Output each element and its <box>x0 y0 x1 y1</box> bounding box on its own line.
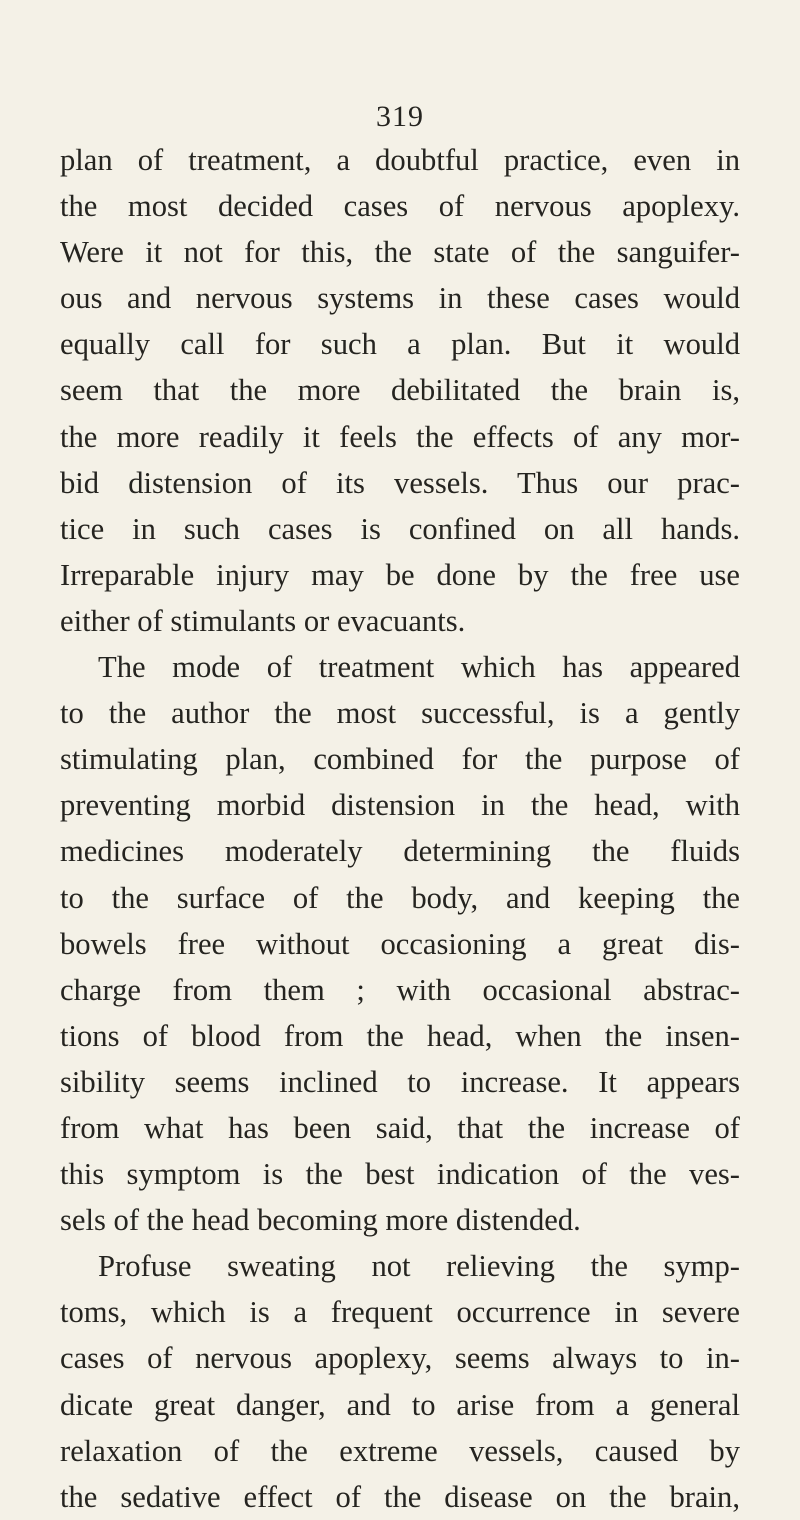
text-line: toms, which is a frequent occurrence in severe <box>60 1295 740 1330</box>
text-line: ous and nervous systems in these cases would <box>60 281 740 316</box>
text-line: bid distension of its vessels. Thus our prac- <box>60 465 740 500</box>
page-number: 319 <box>376 100 424 133</box>
text-line: charge from them ; with occasional abstrac- <box>60 972 740 1007</box>
text-line: to the author the most successful, is a gently <box>60 696 740 731</box>
text-line: the most decided cases of nervous apoplexy. <box>60 189 740 224</box>
text-line: equally call for such a plan. But it would <box>60 327 740 362</box>
text-line: the sedative effect of the disease on the brain, <box>60 1479 740 1514</box>
text-line: the more readily it feels the effects of any mor- <box>60 419 740 454</box>
text-line: stimulating plan, combined for the purpose of <box>60 742 740 777</box>
text-line: either of stimulants or evacuants. <box>60 603 466 638</box>
text-line: Were it not for this, the state of the sanguifer- <box>60 235 740 270</box>
text-line: seem that the more debilitated the brain is, <box>60 373 740 408</box>
text-line: sels of the head becoming more distended. <box>60 1203 581 1238</box>
text-line: to the surface of the body, and keeping the <box>60 880 740 915</box>
text-line: Irreparable injury may be done by the free use <box>60 557 740 592</box>
text-line: bowels free without occasioning a great dis- <box>60 926 740 961</box>
body-text <box>60 137 740 1520</box>
text-line: this symptom is the best indication of the ves- <box>60 1157 740 1192</box>
text-line: cases of nervous apoplexy, seems always to in- <box>60 1341 740 1376</box>
text-line: relaxation of the extreme vessels, caused by <box>60 1433 740 1468</box>
text-line: preventing morbid distension in the head, with <box>60 788 740 823</box>
text-line: medicines moderately determining the fluids <box>60 834 740 869</box>
text-line: plan of treatment, a doubtful practice, even in <box>60 143 740 177</box>
text-line: sibility seems inclined to increase. It appears <box>60 1064 740 1099</box>
text-line: tice in such cases is confined on all hands. <box>60 511 740 546</box>
text-line: Profuse sweating not relieving the symp- <box>98 1249 740 1284</box>
text-line: from what has been said, that the increase of <box>60 1110 740 1145</box>
text-line: dicate great danger, and to arise from a general <box>60 1387 740 1422</box>
text-line: The mode of treatment which has appeared <box>98 650 740 685</box>
text-line: tions of blood from the head, when the insen- <box>60 1018 740 1053</box>
